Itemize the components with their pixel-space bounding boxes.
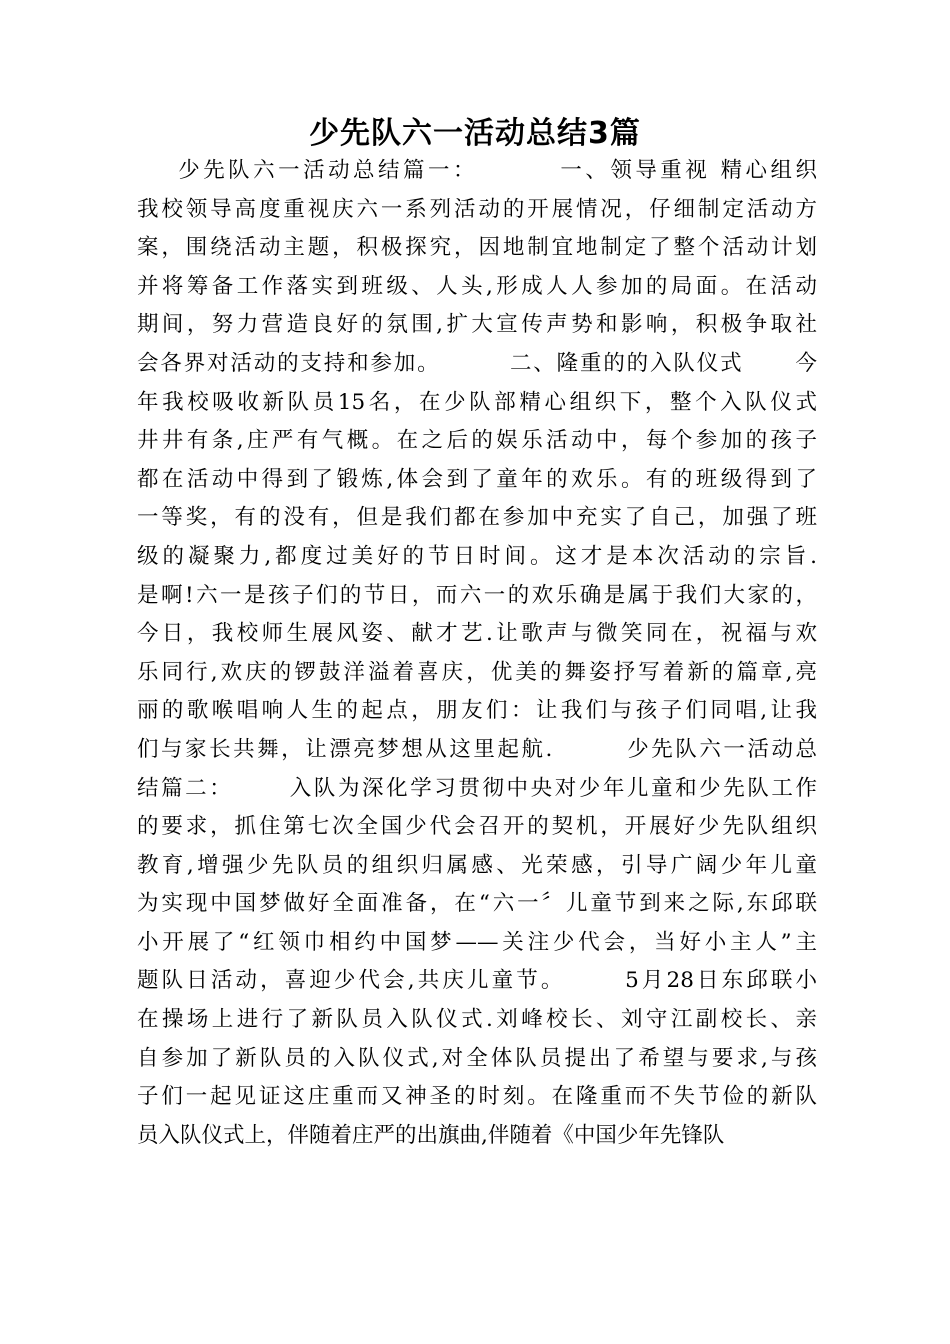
- body-line: 期间，努力营造良好的氛围,扩大宣传声势和影响，积极争取社: [137, 312, 817, 338]
- body-line: 是啊!六一是孩子们的节日，而六一的欢乐确是属于我们大家的，: [137, 582, 817, 608]
- body-line: 我校领导高度重视庆六一系列活动的开展情况，仔细制定活动方: [137, 196, 817, 222]
- document-body: [137, 152, 817, 1155]
- body-line: 们与家长共舞，让漂亮梦想从这里起航. 少先队六一活动总: [137, 736, 817, 762]
- body-line: 案，围绕活动主题，积极探究，因地制宜地制定了整个活动计划: [137, 235, 817, 261]
- body-line: 并将筹备工作落实到班级、人头,形成人人参加的局面。在活动: [137, 273, 817, 299]
- body-line: 小开展了“红领巾相约中国梦——关注少代会，当好小主人”主: [137, 929, 817, 955]
- body-line: 一等奖，有的没有，但是我们都在参加中充实了自己，加强了班: [137, 505, 817, 531]
- body-line: 年我校吸收新队员15名，在少队部精心组织下，整个入队仪式: [137, 389, 817, 415]
- document-title: 少先队六一活动总结3篇: [309, 116, 641, 151]
- body-line: 级的凝聚力,都度过美好的节日时间。这才是本次活动的宗旨.: [137, 543, 817, 569]
- body-line: 为实现中国梦做好全面准备，在“六一〞儿童节到来之际,东邱联: [137, 891, 817, 917]
- body-line: 子们一起见证这庄重而又神圣的时刻。在隆重而不失节俭的新队: [137, 1084, 817, 1110]
- body-line: 会各界对活动的支持和参加。 二、隆重的的入队仪式 今: [137, 350, 817, 376]
- body-line: 教育,增强少先队员的组织归属感、光荣感，引导广阔少年儿童: [137, 852, 817, 878]
- body-line: 在操场上进行了新队员入队仪式.刘峰校长、刘守江副校长、亲: [137, 1007, 817, 1033]
- body-line: 都在活动中得到了锻炼,体会到了童年的欢乐。有的班级得到了: [137, 466, 817, 492]
- body-line: 自参加了新队员的入队仪式,对全体队员提出了希望与要求,与孩: [137, 1045, 817, 1071]
- body-line: 丽的歌喉唱响人生的起点，朋友们：让我们与孩子们同唱,让我: [137, 698, 817, 724]
- body-line: 结篇二： 入队为深化学习贯彻中央对少年儿童和少先队工作: [137, 775, 817, 801]
- body-line: 少先队六一活动总结篇一： 一、领导重视 精心组织: [137, 158, 817, 183]
- body-line: 乐同行,欢庆的锣鼓洋溢着喜庆，优美的舞姿抒写着新的篇章,亮: [137, 659, 817, 685]
- body-line: 今日，我校师生展风姿、献才艺.让歌声与微笑同在，祝福与欢: [137, 621, 817, 647]
- body-line: 的要求，抓住第七次全国少代会召开的契机，开展好少先队组织: [137, 814, 817, 840]
- body-line: 员入队仪式上，伴随着庄严的出旗曲,伴随着《中国少年先锋队: [137, 1122, 725, 1148]
- body-line: 井井有条,庄严有气概。在之后的娱乐活动中，每个参加的孩子: [137, 428, 817, 454]
- body-line: 题队日活动，喜迎少代会,共庆儿童节。 5月28日东邱联小: [137, 968, 817, 994]
